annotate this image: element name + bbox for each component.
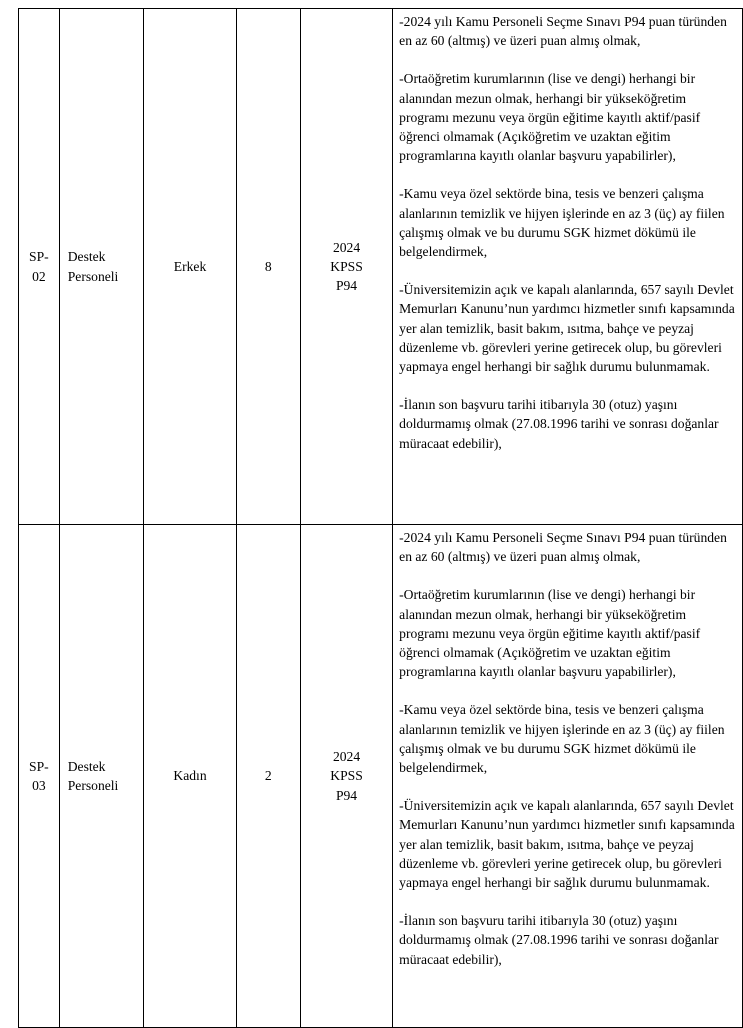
exam-type-line: P94 <box>335 787 358 803</box>
position-code-line: 03 <box>32 778 46 793</box>
requirement-paragraph: -Ortaöğretim kurumlarının (lise ve dengi) herhangi bir alanından mezun olmak, herhangi bir yükseköğretim programı mezunu veya örgün eğitime kayıtlı aktif/pasif öğrenci olmamak (Açıköğretim ve uzaktan eğitim programlarına kayıtlı olanlar başvuru yapabilirler), <box>399 71 701 164</box>
requirement-paragraph: -Kamu veya özel sektörde bina, tesis ve benzeri çalışma alanlarının temizlik ve hijyen işlerinde en az 3 (üç) ay fiilen çalışmış olmak ve bu durumu SGK hizmet dökümü ile belgelendirmek, <box>399 186 725 260</box>
requirements-cell <box>393 9 743 525</box>
requirement-paragraph: -Kamu veya özel sektörde bina, tesis ve benzeri çalışma alanlarının temizlik ve hijyen işlerinde en az 3 (üç) ay fiilen çalışmış olmak ve bu durumu SGK hizmet dökümü ile belgelendirmek, <box>399 702 725 776</box>
position-title-cell <box>59 525 144 1028</box>
position-code-line: SP- <box>29 758 49 774</box>
position-code-line: SP- <box>29 249 49 265</box>
gender-cell: Erkek <box>144 9 236 525</box>
requirement-paragraph: -2024 yılı Kamu Personeli Seçme Sınavı P94 puan türünden en az 60 (altmış) ve üzeri puan almış olmak, <box>399 14 727 49</box>
position-title-line: Destek <box>67 758 106 774</box>
position-code-cell <box>19 9 60 525</box>
position-code-cell <box>19 525 60 1028</box>
quota-count-cell: 8 <box>236 9 300 525</box>
requirements-cell <box>393 525 743 1028</box>
requirement-paragraph: -2024 yılı Kamu Personeli Seçme Sınavı P94 puan türünden en az 60 (altmış) ve üzeri puan almış olmak, <box>399 530 727 565</box>
requirement-paragraph: -İlanın son başvuru tarihi itibarıyla 30 (otuz) yaşını doldurmamış olmak (27.08.1996 tarihi ve sonrası doğanlar müracaat edebilir), <box>399 913 719 967</box>
exam-type-line: 2024 <box>332 239 361 255</box>
gender-cell: Kadın <box>144 525 236 1028</box>
exam-type-line: KPSS <box>330 258 363 274</box>
position-title-line: Destek <box>67 249 106 265</box>
positions-table <box>18 8 743 1028</box>
requirement-paragraph: -Üniversitemizin açık ve kapalı alanlarında, 657 sayılı Devlet Memurları Kanunu’nun yardımcı hizmetler sınıfı kapsamında yer alan temizlik, basit bakım, ısıtma, bahçe ve peyzaj düzenleme vb. görevleri yerine getirecek olup, bu görevleri yapmaya engel herhangi bir sağlık durumu bulunmamak. <box>399 798 735 891</box>
requirement-paragraph: -Ortaöğretim kurumlarının (lise ve dengi) herhangi bir alanından mezun olmak, herhangi bir yükseköğretim programı mezunu veya örgün eğitime kayıtlı aktif/pasif öğrenci olmamak (Açıköğretim ve uzaktan eğitim programlarına kayıtlı olanlar başvuru yapabilirler), <box>399 587 701 680</box>
table-row <box>19 525 743 1028</box>
exam-type-cell <box>300 9 392 525</box>
quota-count-cell: 2 <box>236 525 300 1028</box>
requirement-paragraph: -Üniversitemizin açık ve kapalı alanlarında, 657 sayılı Devlet Memurları Kanunu’nun yardımcı hizmetler sınıfı kapsamında yer alan temizlik, basit bakım, ısıtma, bahçe ve peyzaj düzenleme vb. görevleri yerine getirecek olup, bu görevleri yapmaya engel herhangi bir sağlık durumu bulunmamak. <box>399 282 735 375</box>
document-page <box>18 8 743 1028</box>
exam-type-line: P94 <box>335 278 358 294</box>
position-title-cell <box>59 9 144 525</box>
exam-type-line: 2024 <box>332 749 361 765</box>
exam-type-line: KPSS <box>330 768 363 784</box>
position-code-line: 02 <box>32 268 46 284</box>
table-row <box>19 9 743 525</box>
position-title-line: Personeli <box>67 268 119 284</box>
position-title-line: Personeli <box>67 778 119 793</box>
exam-type-cell <box>300 525 392 1028</box>
requirement-paragraph: -İlanın son başvuru tarihi itibarıyla 30 (otuz) yaşını doldurmamış olmak (27.08.1996 tarihi ve sonrası doğanlar müracaat edebilir), <box>399 397 719 451</box>
